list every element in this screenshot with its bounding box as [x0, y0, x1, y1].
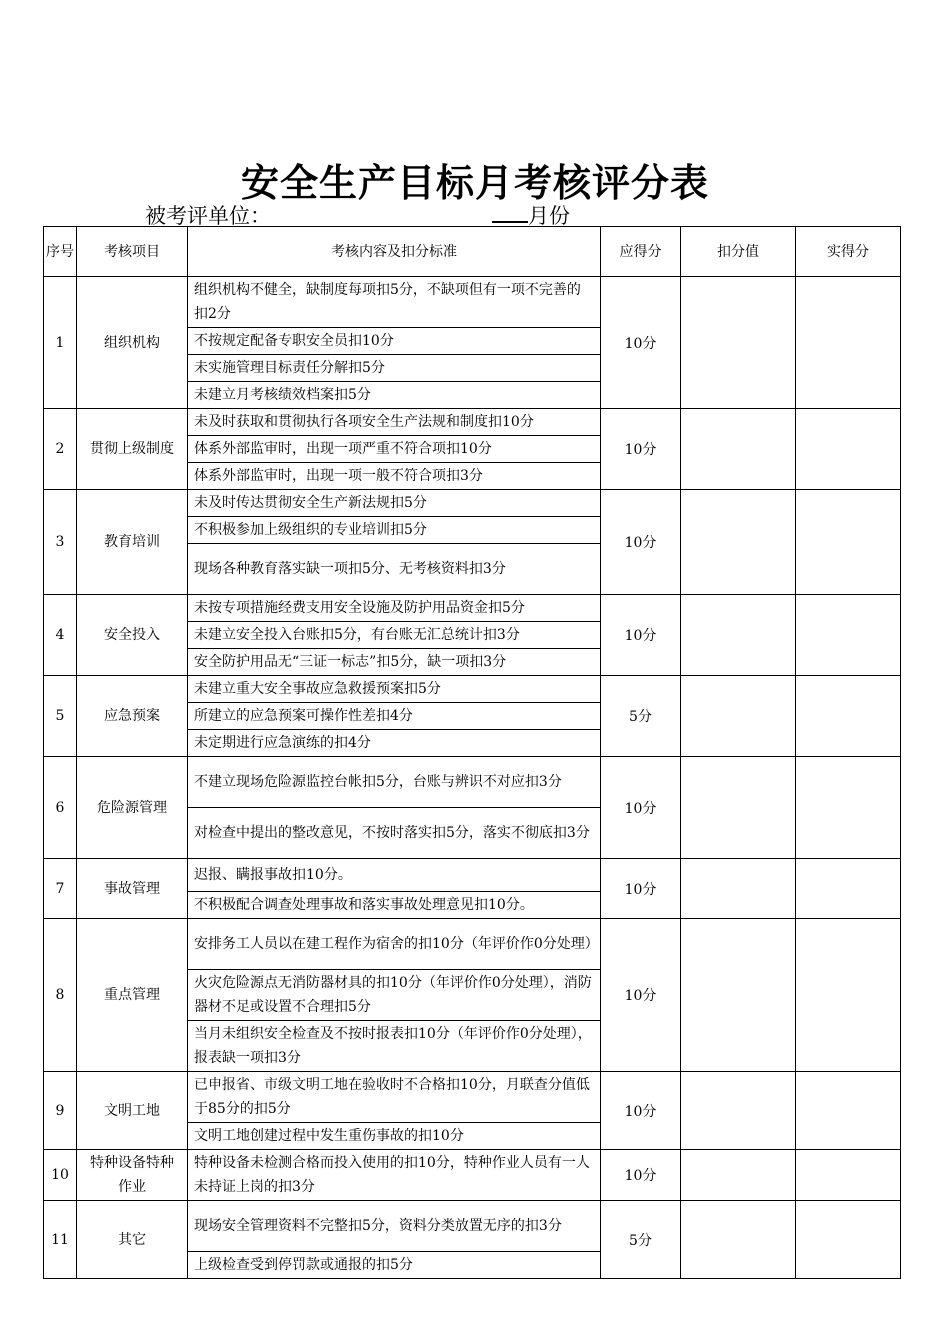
cell-deduct-input[interactable]: [681, 490, 796, 595]
cell-criteria: 安排务工人员以在建工程作为宿舍的扣10分（年评价作0分处理）: [188, 919, 601, 970]
header-actual: 实得分: [796, 227, 901, 277]
document-title: 安全生产目标月考核评分表: [240, 161, 709, 205]
cell-actual-input[interactable]: [796, 676, 901, 757]
cell-due-score: 10分: [601, 1072, 681, 1150]
cell-seq: 8: [44, 919, 77, 1072]
cell-deduct-input[interactable]: [681, 676, 796, 757]
cell-due-score: 10分: [601, 409, 681, 490]
cell-criteria: 体系外部监审时，出现一项严重不符合项扣10分: [188, 436, 601, 463]
cell-deduct-input[interactable]: [681, 277, 796, 409]
cell-deduct-input[interactable]: [681, 1150, 796, 1201]
cell-item: 贯彻上级制度: [77, 409, 188, 490]
cell-actual-input[interactable]: [796, 277, 901, 409]
header-row: [44, 227, 901, 277]
header-due: 应得分: [601, 227, 681, 277]
cell-deduct-input[interactable]: [681, 859, 796, 919]
table-row: [44, 490, 901, 517]
cell-item: 组织机构: [77, 277, 188, 409]
cell-deduct-input[interactable]: [681, 595, 796, 676]
cell-criteria: 特种设备未检测合格而投入使用的扣10分，特种作业人员有一人未持证上岗的扣3分: [188, 1150, 601, 1201]
month-label: 月份: [528, 204, 570, 228]
cell-criteria: 体系外部监审时，出现一项一般不符合项扣3分: [188, 463, 601, 490]
cell-due-score: 10分: [601, 277, 681, 409]
cell-seq: 4: [44, 595, 77, 676]
table-row: [44, 757, 901, 808]
cell-item: 应急预案: [77, 676, 188, 757]
cell-seq: 7: [44, 859, 77, 919]
cell-seq: 9: [44, 1072, 77, 1150]
cell-item: 危险源管理: [77, 757, 188, 859]
cell-item: 重点管理: [77, 919, 188, 1072]
header-item: 考核项目: [77, 227, 188, 277]
cell-actual-input[interactable]: [796, 409, 901, 490]
cell-due-score: 5分: [601, 1201, 681, 1279]
cell-seq: 5: [44, 676, 77, 757]
cell-deduct-input[interactable]: [681, 409, 796, 490]
table-row: [44, 1150, 901, 1201]
cell-actual-input[interactable]: [796, 490, 901, 595]
month-blank[interactable]: [492, 203, 528, 223]
cell-criteria: 当月未组织安全检查及不按时报表扣10分（年评价作0分处理），报表缺一项扣3分: [188, 1021, 601, 1072]
cell-criteria: 未按专项措施经费支用安全设施及防护用品资金扣5分: [188, 595, 601, 622]
cell-due-score: 10分: [601, 757, 681, 859]
cell-item: 安全投入: [77, 595, 188, 676]
cell-criteria: 现场安全管理资料不完整扣5分，资料分类放置无序的扣3分: [188, 1201, 601, 1252]
cell-actual-input[interactable]: [796, 595, 901, 676]
cell-deduct-input[interactable]: [681, 757, 796, 859]
cell-criteria: 未实施管理目标责任分解扣5分: [188, 355, 601, 382]
cell-due-score: 10分: [601, 490, 681, 595]
cell-criteria: 已申报省、市级文明工地在验收时不合格扣10分，月联查分值低于85分的扣5分: [188, 1072, 601, 1123]
table-row: [44, 277, 901, 328]
cell-criteria: 文明工地创建过程中发生重伤事故的扣10分: [188, 1123, 601, 1150]
cell-criteria: 安全防护用品无“三证一标志”扣5分，缺一项扣3分: [188, 649, 601, 676]
cell-actual-input[interactable]: [796, 1201, 901, 1279]
header-content: 考核内容及扣分标准: [188, 227, 601, 277]
cell-criteria: 不积极配合调查处理事故和落实事故处理意见扣10分。: [188, 892, 601, 919]
cell-actual-input[interactable]: [796, 1072, 901, 1150]
cell-criteria: 所建立的应急预案可操作性差扣4分: [188, 703, 601, 730]
cell-due-score: 10分: [601, 1150, 681, 1201]
cell-criteria: 不积极参加上级组织的专业培训扣5分: [188, 517, 601, 544]
cell-criteria: 未定期进行应急演练的扣4分: [188, 730, 601, 757]
table-row: [44, 859, 901, 892]
cell-actual-input[interactable]: [796, 859, 901, 919]
cell-item: 特种设备特种作业: [77, 1150, 188, 1201]
cell-due-score: 10分: [601, 595, 681, 676]
cell-deduct-input[interactable]: [681, 1201, 796, 1279]
cell-criteria: 不按规定配备专职安全员扣10分: [188, 328, 601, 355]
cell-due-score: 10分: [601, 859, 681, 919]
cell-criteria: 未及时获取和贯彻执行各项安全生产法规和制度扣10分: [188, 409, 601, 436]
cell-item: 事故管理: [77, 859, 188, 919]
cell-seq: 10: [44, 1150, 77, 1201]
cell-item: 其它: [77, 1201, 188, 1279]
cell-due-score: 5分: [601, 676, 681, 757]
cell-criteria: 现场各种教育落实缺一项扣5分、无考核资料扣3分: [188, 544, 601, 595]
cell-due-score: 10分: [601, 919, 681, 1072]
table-row: [44, 1201, 901, 1252]
unit-label: 被考评单位：: [145, 204, 271, 228]
cell-seq: 6: [44, 757, 77, 859]
cell-criteria: 上级检查受到停罚款或通报的扣5分: [188, 1252, 601, 1279]
cell-seq: 1: [44, 277, 77, 409]
cell-item: 文明工地: [77, 1072, 188, 1150]
header-deduct: 扣分值: [681, 227, 796, 277]
cell-deduct-input[interactable]: [681, 1072, 796, 1150]
cell-criteria: 组织机构不健全，缺制度每项扣5分，不缺项但有一项不完善的扣2分: [188, 277, 601, 328]
cell-criteria: 对检查中提出的整改意见，不按时落实扣5分，落实不彻底扣3分: [188, 808, 601, 859]
cell-criteria: 未建立安全投入台账扣5分，有台账无汇总统计扣3分: [188, 622, 601, 649]
table-row: [44, 1072, 901, 1123]
table-row: [44, 676, 901, 703]
cell-actual-input[interactable]: [796, 757, 901, 859]
cell-criteria: 未建立月考核绩效档案扣5分: [188, 382, 601, 409]
table-body: [44, 277, 901, 1279]
cell-seq: 2: [44, 409, 77, 490]
cell-criteria: 迟报、瞒报事故扣10分。: [188, 859, 601, 892]
cell-actual-input[interactable]: [796, 919, 901, 1072]
score-table: [43, 226, 901, 1279]
cell-seq: 11: [44, 1201, 77, 1279]
table-row: [44, 919, 901, 970]
table-row: [44, 595, 901, 622]
cell-criteria: 未建立重大安全事故应急救援预案扣5分: [188, 676, 601, 703]
header-seq: 序号: [44, 227, 77, 277]
cell-actual-input[interactable]: [796, 1150, 901, 1201]
cell-deduct-input[interactable]: [681, 919, 796, 1072]
cell-seq: 3: [44, 490, 77, 595]
cell-item: 教育培训: [77, 490, 188, 595]
cell-criteria: 火灾危险源点无消防器材具的扣10分（年评价作0分处理），消防器材不足或设置不合理扣5分: [188, 970, 601, 1021]
cell-criteria: 未及时传达贯彻安全生产新法规扣5分: [188, 490, 601, 517]
cell-criteria: 不建立现场危险源监控台帐扣5分，台账与辨识不对应扣3分: [188, 757, 601, 808]
table-row: [44, 409, 901, 436]
